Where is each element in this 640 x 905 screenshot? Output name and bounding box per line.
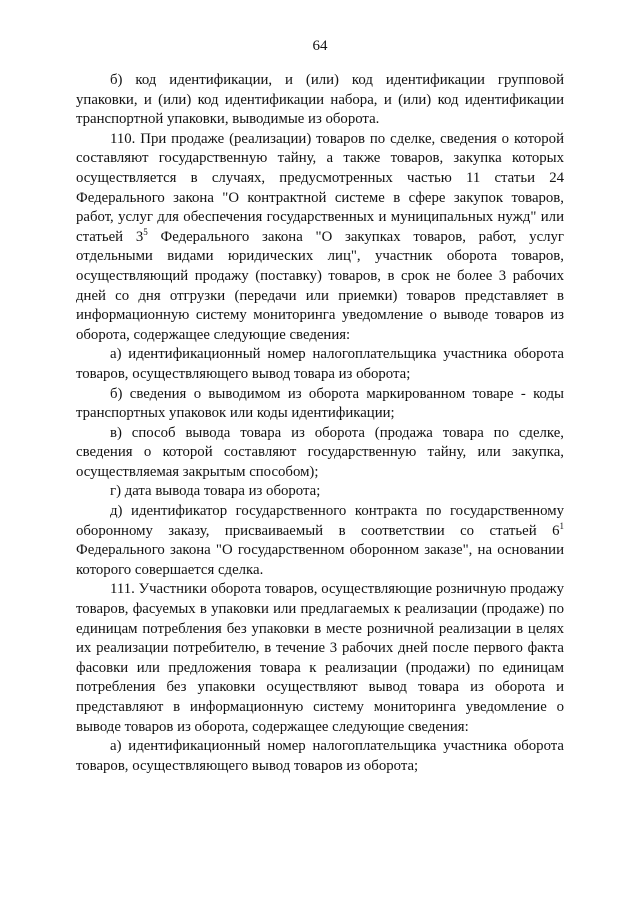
- page-number: 64: [312, 38, 328, 54]
- paragraph-110-g: г) дата вывода товара из оборота;: [110, 483, 321, 500]
- paragraph-110: [76, 130, 564, 346]
- paragraph-110-b: б) сведения о выводимом из оборота маркированном товаре - коды транспортных упаковок или коды идентификации;: [76, 385, 564, 422]
- paragraph-110-text-part2: Федерального закона "О закупках товаров, работ, услуг отдельными видами юридических лиц", участник оборота товаров, осуществляющий продажу (поставку) товаров, в срок не более 3 рабочих дней со дня отгрузки (передачи или приемки) товаров представляет в информационную систему мониторинга уведомление о выводе товаров из оборота, содержащее следующие сведения:: [76, 228, 564, 343]
- paragraph-b-identification-codes: б) код идентификации, и (или) код идентификации групповой упаковки, и (или) код идентификации набора, и (или) код идентификации транспортной упаковки, выводимые из оборота.: [76, 72, 564, 128]
- superscript-5: 5: [143, 226, 148, 237]
- superscript-1: 1: [559, 520, 564, 531]
- paragraph-110-d-text-part2: Федерального закона "О государственном оборонном заказе", на основании которого совершается сделка.: [76, 542, 564, 578]
- paragraph-110-text-part1: 110. При продаже (реализации) товаров по сделке, сведения о которой составляют государственную тайну, а также товаров, закупка которых осуществляется в случаях, предусмотренных частью 11 статьи 24 Федерального закона "О контрактной системе в сфере закупок товаров, работ, услуг для обеспечения государственных и муниципальных нужд" или статьей 3: [76, 130, 564, 245]
- paragraph-110-d-text-part1: д) идентификатор государственного контракта по государственному оборонному заказу, присваиваемый в соответствии со статьей 6: [76, 503, 564, 539]
- paragraph-110-a: а) идентификационный номер налогоплательщика участника оборота товаров, осуществляющего вывод товара из оборота;: [76, 346, 564, 382]
- paragraph-111: 111. Участники оборота товаров, осуществляющие розничную продажу товаров, фасуемых в упаковки или предлагаемых к реализации (продаже) по единицам потребления без упаковки в месте розничной реализации в целях их реализации потребителю, в течение 3 рабочих дней после первого факта фасовки или предложения товара к реализации (продажи) по единицам потребления без упаковки осуществляют вывод товара из оборота и представляют в информационную систему мониторинга уведомление о выводе товаров из оборота, содержащее следующие сведения:: [76, 581, 564, 735]
- paragraph-110-v: в) способ вывода товара из оборота (продажа товара по сделке, сведения о которой составляют государственную тайну, или закупка, осуществляемая закрытым способом);: [76, 424, 564, 480]
- paragraph-110-d: [76, 502, 564, 580]
- document-body: [76, 71, 564, 776]
- paragraph-111-a: а) идентификационный номер налогоплательщика участника оборота товаров, осуществляющего вывод товаров из оборота;: [76, 738, 564, 774]
